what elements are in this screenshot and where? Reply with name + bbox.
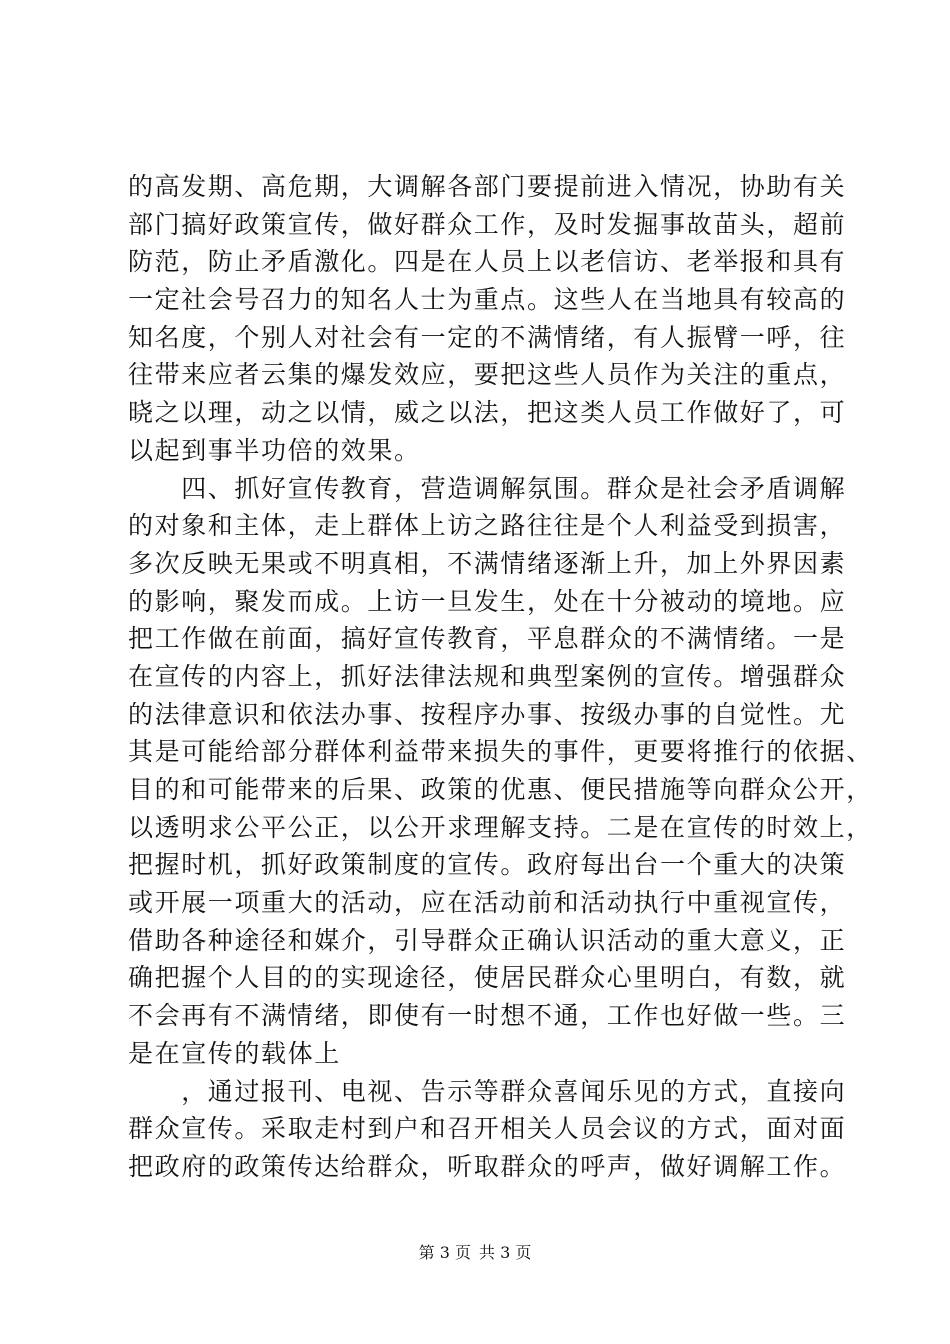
text-line: 的法律意识和依法办事、按程序办事、按级办事的自觉性。尤 <box>128 699 847 729</box>
text-line: 往带来应者云集的爆发效应，要把这些人员作为关注的重点， <box>128 360 847 390</box>
text-line: 不会再有不满情绪，即使有一时想不通，工作也好做一些。三 <box>128 1001 847 1031</box>
text-line: 晓之以理，动之以情，威之以法，把这类人员工作做好了，可 <box>128 398 847 428</box>
text-line: 以起到事半功倍的效果。 <box>128 435 421 465</box>
document-body <box>128 168 873 1186</box>
text-line: 四、抓好宣传教育，营造调解氛围。群众是社会矛盾调解 <box>128 473 847 503</box>
text-line: 把握时机，抓好政策制度的宣传。政府每出台一个重大的决策 <box>128 850 847 880</box>
text-line: 目的和可能带来的后果、政策的优惠、便民措施等向群众公开， <box>128 775 873 804</box>
page-footer <box>0 1243 950 1263</box>
text-line: 防范，防止矛盾激化。四是在人员上以老信访、老举报和具有 <box>128 247 847 277</box>
text-line: 把工作做在前面，搞好宣传教育，平息群众的不满情绪。一是 <box>128 624 847 654</box>
text-line: 一定社会号召力的知名人士为重点。这些人在当地具有较高的 <box>128 285 847 315</box>
text-line: 借助各种途径和媒介，引导群众正确认识活动的重大意义，正 <box>128 925 847 955</box>
text-line: 或开展一项重大的活动，应在活动前和活动执行中重视宣传， <box>128 888 847 918</box>
text-line: 知名度，个别人对社会有一定的不满情绪，有人振臂一呼，往 <box>128 322 847 352</box>
text-line: 确把握个人目的的实现途径，使居民群众心里明白，有数，就 <box>128 963 847 993</box>
text-line: 其是可能给部分群体利益带来损失的事件，更要将推行的依据、 <box>128 737 873 767</box>
text-line: 的影响，聚发而成。上访一旦发生，处在十分被动的境地。应 <box>128 586 847 616</box>
text-line: 的高发期、高危期，大调解各部门要提前进入情况，协助有关 <box>128 172 847 201</box>
text-line: 是在宣传的载体上 <box>128 1038 341 1068</box>
text-line: 以透明求公平公正，以公开求理解支持。二是在宣传的时效上， <box>128 812 873 842</box>
text-line: 群众宣传。采取走村到户和召开相关人员会议的方式，面对面 <box>128 1114 847 1144</box>
page-total: 共 3 页 <box>479 1243 532 1262</box>
text-line: 多次反映无果或不明真相，不满情绪逐渐上升，加上外界因素 <box>128 548 847 578</box>
text-line: 把政府的政策传达给群众，听取群众的呼声，做好调解工作。 <box>128 1151 847 1181</box>
text-line: 部门搞好政策宣传，做好群众工作，及时发掘事故苗头，超前 <box>128 209 847 239</box>
text-line: 的对象和主体，走上群体上访之路往往是个人利益受到损害， <box>128 511 847 541</box>
text-line: 在宣传的内容上，抓好法律法规和典型案例的宣传。增强群众 <box>128 661 847 691</box>
page-number: 第 3 页 <box>418 1243 471 1262</box>
text-line: ，通过报刊、电视、告示等群众喜闻乐见的方式，直接向 <box>128 1076 847 1106</box>
